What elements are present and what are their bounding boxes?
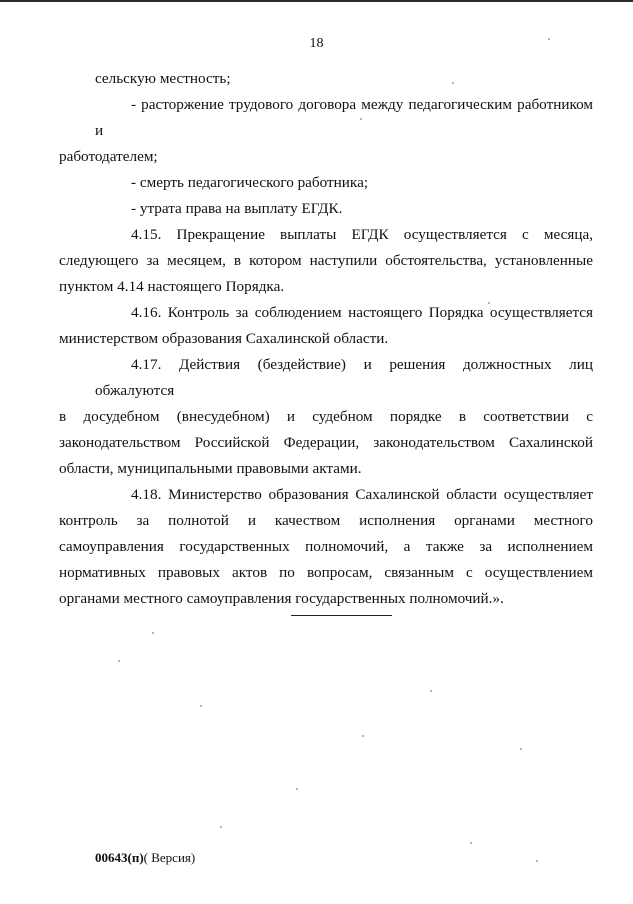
paragraph-4-15 [59, 222, 593, 300]
text-line: области, муниципальными правовыми актами. [59, 460, 362, 477]
paragraph-4-18 [59, 482, 593, 612]
text-line: законодательством Российской Федерации, законодательством Сахалинской [59, 434, 593, 451]
text-line: - утрата права на выплату ЕГДК. [131, 200, 343, 217]
text-line: органами местного самоуправления государственных полномочий.». [59, 590, 504, 607]
text-line: работодателем; [59, 148, 158, 165]
list-item-death [95, 170, 593, 196]
paragraph-continuation [95, 66, 593, 92]
text-line: пунктом 4.14 настоящего Порядка. [59, 278, 285, 295]
scan-speck [220, 826, 222, 828]
text-line: 4.17. Действия (бездействие) и решения должностных лиц обжалуются [95, 356, 593, 399]
scan-speck [360, 118, 362, 120]
scan-speck [296, 788, 298, 790]
scan-speck [430, 690, 432, 692]
document-version: ( Версия) [143, 850, 196, 865]
text-line: сельскую местность; [95, 70, 231, 87]
top-border-line [0, 0, 633, 2]
text-line: 4.16. Контроль за соблюдением настоящего Порядка осуществляется [131, 304, 593, 321]
text-line: - смерть педагогического работника; [131, 174, 369, 191]
scan-speck [470, 842, 472, 844]
scan-speck [152, 632, 154, 634]
scan-speck [536, 860, 538, 862]
paragraph-4-16 [59, 300, 593, 352]
document-body [59, 66, 593, 612]
text-line: контроль за полнотой и качеством исполнения органами местного [59, 512, 593, 529]
page-number: 18 [309, 36, 324, 51]
scan-speck [488, 302, 490, 304]
text-line: нормативных правовых актов по вопросам, связанным с осуществлением [59, 564, 593, 581]
text-line: следующего за месяцем, в котором наступили обстоятельства, установленные [59, 252, 593, 269]
scan-speck [520, 748, 522, 750]
list-item-loss-of-right [95, 196, 593, 222]
text-line: в досудебном (внесудебном) и судебном порядке в соответствии с [59, 408, 593, 425]
document-code: 00643(п) [95, 850, 144, 865]
scan-speck [548, 38, 550, 40]
list-item-termination [59, 92, 593, 170]
text-line: 4.15. Прекращение выплаты ЕГДК осуществляется с месяца, [131, 226, 593, 243]
text-line: министерством образования Сахалинской области. [59, 330, 389, 347]
text-line: 4.18. Министерство образования Сахалинской области осуществляет [131, 486, 593, 503]
scan-speck [118, 660, 120, 662]
document-footer [95, 850, 195, 866]
paragraph-4-17 [59, 352, 593, 482]
text-line: самоуправления государственных полномочий, а также за исполнением [59, 538, 593, 555]
scan-speck [200, 705, 202, 707]
text-line: - расторжение трудового договора между педагогическим работником и [95, 96, 593, 139]
scan-speck [362, 735, 364, 737]
closing-divider-line [291, 615, 392, 616]
scan-speck [452, 82, 454, 84]
